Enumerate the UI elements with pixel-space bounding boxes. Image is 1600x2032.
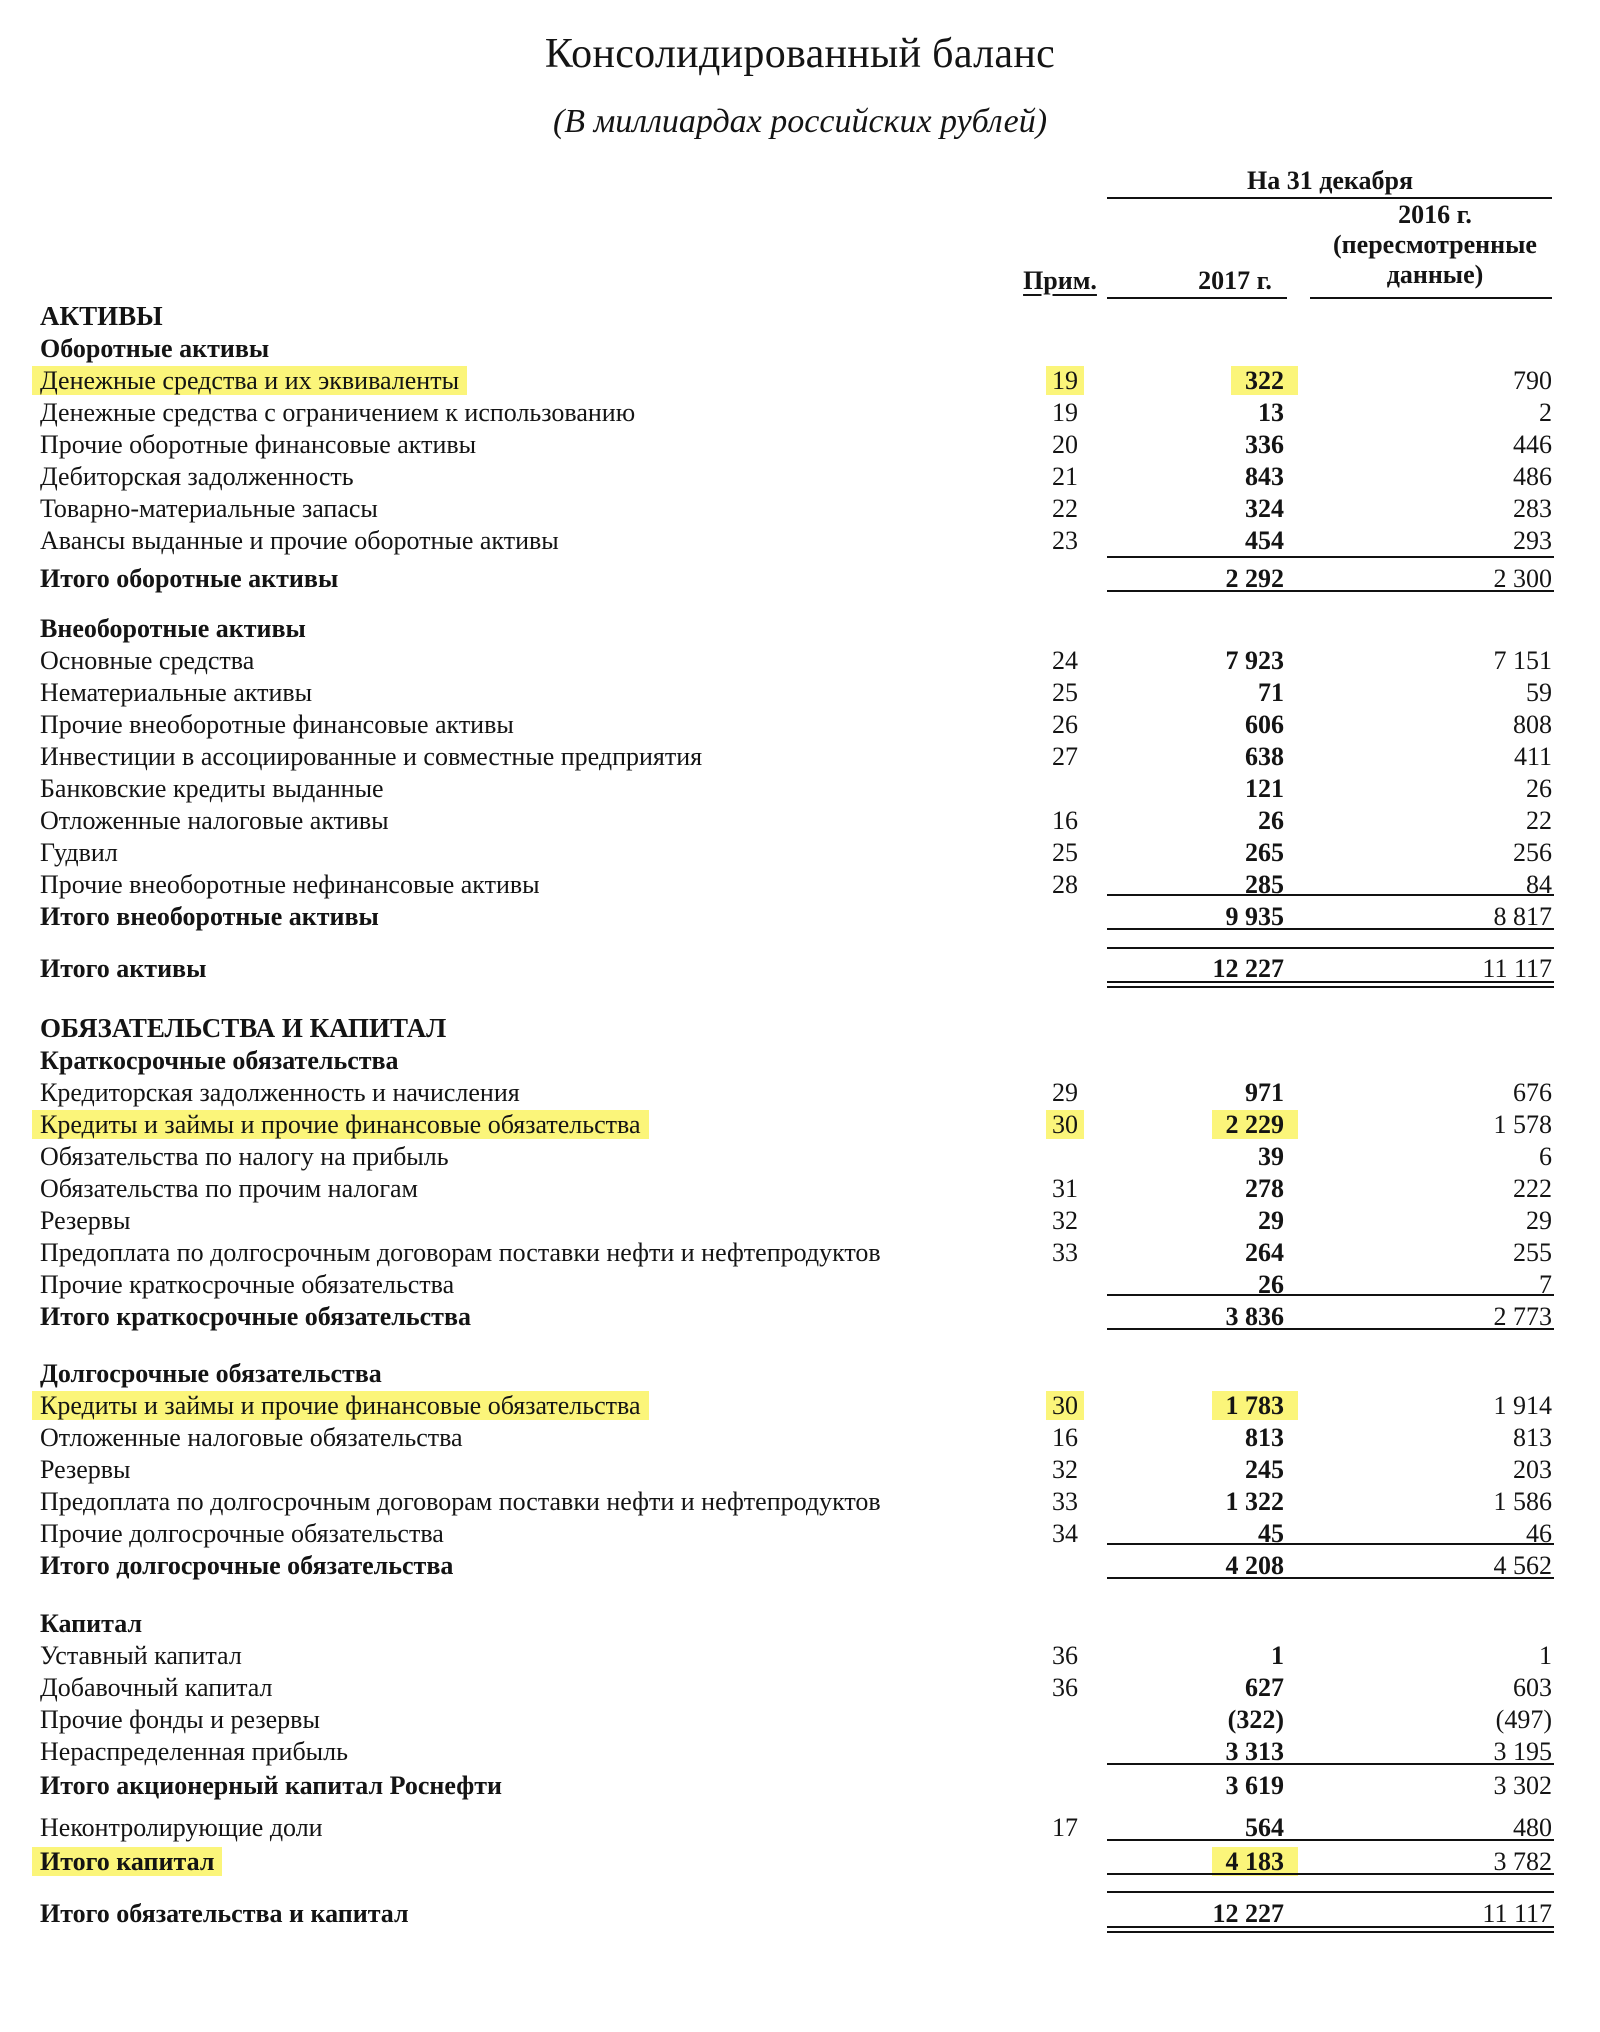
table-row bbox=[0, 709, 1600, 741]
value-2016: 203 bbox=[1513, 1455, 1552, 1484]
value-2017: 12 227 bbox=[1212, 1899, 1284, 1928]
value-2016: 1 bbox=[1539, 1641, 1552, 1670]
header-date: На 31 декабря bbox=[1246, 166, 1414, 195]
value-2017: 638 bbox=[1245, 742, 1284, 771]
total-rule-below bbox=[1107, 590, 1554, 592]
table-row bbox=[0, 1422, 1600, 1454]
header-year-2016 bbox=[1310, 200, 1560, 290]
row-label: Оборотные активы bbox=[40, 334, 270, 363]
value-2017: 7 923 bbox=[1225, 646, 1284, 675]
table-row bbox=[0, 1672, 1600, 1704]
value-2016: (497) bbox=[1495, 1705, 1552, 1734]
row-label: Неконтролирующие доли bbox=[40, 1813, 323, 1842]
total-rule-above bbox=[1107, 1891, 1554, 1893]
value-2017: 9 935 bbox=[1225, 902, 1284, 931]
row-label: АКТИВЫ bbox=[40, 301, 163, 331]
total-rule-below bbox=[1107, 1873, 1554, 1875]
value-2017: 264 bbox=[1245, 1238, 1284, 1267]
row-label: Товарно-материальные запасы bbox=[40, 494, 378, 523]
row-label: Кредиты и займы и прочие финансовые обязательства bbox=[40, 1109, 649, 1141]
row-label: Резервы bbox=[40, 1455, 131, 1484]
value-2016: 790 bbox=[1513, 366, 1552, 395]
table-row bbox=[0, 1141, 1600, 1173]
subsection-row bbox=[0, 613, 1600, 645]
value-2016: 480 bbox=[1513, 1813, 1552, 1842]
value-2017: 336 bbox=[1245, 430, 1284, 459]
total-rule-above bbox=[1107, 1839, 1554, 1841]
value-2016: 2 300 bbox=[1493, 564, 1552, 593]
row-label: Предоплата по долгосрочным договорам поставки нефти и нефтепродуктов bbox=[40, 1238, 881, 1267]
row-note: 33 bbox=[1052, 1238, 1078, 1267]
table-row bbox=[0, 493, 1600, 525]
value-2017: 12 227 bbox=[1212, 954, 1284, 983]
value-2016: 256 bbox=[1513, 838, 1552, 867]
value-2016: 411 bbox=[1513, 742, 1552, 771]
value-2016: 26 bbox=[1526, 774, 1552, 803]
row-label: Прочие внеоборотные финансовые активы bbox=[40, 710, 514, 739]
table-row bbox=[0, 1704, 1600, 1736]
row-label: Краткосрочные обязательства bbox=[40, 1046, 399, 1075]
header-year-2016-line3: данные) bbox=[1386, 260, 1484, 289]
table-row bbox=[0, 1390, 1600, 1422]
row-label: Банковские кредиты выданные bbox=[40, 774, 384, 803]
row-note: 27 bbox=[1052, 742, 1078, 771]
value-2017: 3 313 bbox=[1225, 1737, 1284, 1766]
row-note: 19 bbox=[1052, 398, 1078, 427]
row-label: Кредиторская задолженность и начисления bbox=[40, 1078, 520, 1107]
table-row bbox=[0, 1205, 1600, 1237]
row-note: 17 bbox=[1052, 1813, 1078, 1842]
row-note: 26 bbox=[1052, 710, 1078, 739]
total-rule-above bbox=[1107, 1543, 1554, 1545]
value-2017: 26 bbox=[1258, 1270, 1284, 1299]
row-label: Инвестиции в ассоциированные и совместные предприятия bbox=[40, 742, 703, 771]
total-rule-above bbox=[1107, 894, 1554, 896]
subsection-row bbox=[0, 1358, 1600, 1390]
value-2017: 606 bbox=[1245, 710, 1284, 739]
row-label: Резервы bbox=[40, 1206, 131, 1235]
table-row bbox=[0, 365, 1600, 397]
value-2017: 1 bbox=[1271, 1641, 1284, 1670]
value-2016: 6 bbox=[1539, 1142, 1552, 1171]
value-2017: 39 bbox=[1258, 1142, 1284, 1171]
row-label: Отложенные налоговые активы bbox=[40, 806, 389, 835]
row-label: Прочие краткосрочные обязательства bbox=[40, 1270, 455, 1299]
table-row bbox=[0, 429, 1600, 461]
value-2017: 71 bbox=[1258, 678, 1284, 707]
header-year-2016-line2: (пересмотренные bbox=[1333, 230, 1537, 259]
value-2017: 813 bbox=[1245, 1423, 1284, 1452]
row-note: 16 bbox=[1052, 806, 1078, 835]
row-note: 24 bbox=[1052, 646, 1078, 675]
table-row bbox=[0, 1640, 1600, 1672]
value-2017: 285 bbox=[1245, 870, 1284, 899]
subsection-row bbox=[0, 333, 1600, 365]
value-2017: 324 bbox=[1245, 494, 1284, 523]
value-2016: 1 914 bbox=[1493, 1391, 1552, 1420]
value-2017: 564 bbox=[1245, 1813, 1284, 1842]
row-label: Денежные средства с ограничением к использованию bbox=[40, 398, 636, 427]
value-2016: 808 bbox=[1513, 710, 1552, 739]
row-label: Итого внеоборотные активы bbox=[40, 902, 379, 931]
row-label: Предоплата по долгосрочным договорам поставки нефти и нефтепродуктов bbox=[40, 1487, 881, 1516]
table-row bbox=[0, 1486, 1600, 1518]
value-2017: 2 292 bbox=[1225, 564, 1284, 593]
table-row bbox=[0, 805, 1600, 837]
total-rule-above bbox=[1107, 1763, 1554, 1765]
value-2016: 59 bbox=[1526, 678, 1552, 707]
row-label: Добавочный капитал bbox=[40, 1673, 273, 1702]
value-2016: 2 773 bbox=[1493, 1302, 1552, 1331]
value-2017: 454 bbox=[1245, 526, 1284, 555]
value-2017: 1 322 bbox=[1225, 1487, 1284, 1516]
value-2017: 45 bbox=[1258, 1519, 1284, 1548]
row-note: 29 bbox=[1052, 1078, 1078, 1107]
row-label: Обязательства по налогу на прибыль bbox=[40, 1142, 449, 1171]
row-label: Итого акционерный капитал Роснефти bbox=[40, 1771, 502, 1800]
header-year-2016-rule bbox=[1310, 297, 1552, 299]
total-rule-below bbox=[1107, 928, 1554, 930]
value-2016: 8 817 bbox=[1493, 902, 1552, 931]
row-label: Долгосрочные обязательства bbox=[40, 1359, 382, 1388]
value-2016: 283 bbox=[1513, 494, 1552, 523]
value-2017: 3 619 bbox=[1225, 1771, 1284, 1800]
row-label: Отложенные налоговые обязательства bbox=[40, 1423, 463, 1452]
value-2016: 676 bbox=[1513, 1078, 1552, 1107]
total-rule-above bbox=[1107, 947, 1554, 949]
row-note: 23 bbox=[1052, 526, 1078, 555]
row-note: 32 bbox=[1052, 1206, 1078, 1235]
value-2016: 7 151 bbox=[1493, 646, 1552, 675]
row-label: Кредиты и займы и прочие финансовые обязательства bbox=[40, 1390, 649, 1422]
table-row bbox=[0, 773, 1600, 805]
row-label: Прочие внеоборотные нефинансовые активы bbox=[40, 870, 540, 899]
value-2017: 265 bbox=[1245, 838, 1284, 867]
table-row bbox=[0, 525, 1600, 557]
value-2016: 486 bbox=[1513, 462, 1552, 491]
table-row bbox=[0, 677, 1600, 709]
row-note: 36 bbox=[1052, 1641, 1078, 1670]
value-2016: 603 bbox=[1513, 1673, 1552, 1702]
row-label: Прочие фонды и резервы bbox=[40, 1705, 320, 1734]
row-label: Денежные средства и их эквиваленты bbox=[40, 365, 467, 397]
row-label: Прочие долгосрочные обязательства bbox=[40, 1519, 444, 1548]
subsection-row bbox=[0, 1608, 1600, 1640]
total-rule-below bbox=[1107, 1328, 1554, 1330]
value-2016: 1 586 bbox=[1493, 1487, 1552, 1516]
table-row bbox=[0, 741, 1600, 773]
row-label: Итого долгосрочные обязательства bbox=[40, 1551, 454, 1580]
value-2016: 3 782 bbox=[1493, 1847, 1552, 1876]
value-2016: 446 bbox=[1513, 430, 1552, 459]
row-label: Итого активы bbox=[40, 954, 207, 983]
header-year-2016-line1: 2016 г. bbox=[1398, 200, 1472, 229]
row-label: Авансы выданные и прочие оборотные активы bbox=[40, 526, 559, 555]
value-2016: 46 bbox=[1526, 1519, 1552, 1548]
row-note: 22 bbox=[1052, 494, 1078, 523]
row-note: 31 bbox=[1052, 1174, 1078, 1203]
row-label: ОБЯЗАТЕЛЬСТВА И КАПИТАЛ bbox=[40, 1013, 447, 1043]
table-row bbox=[0, 397, 1600, 429]
row-label: Итого оборотные активы bbox=[40, 564, 339, 593]
table-row bbox=[0, 645, 1600, 677]
value-2017: 4 208 bbox=[1225, 1551, 1284, 1580]
row-note: 16 bbox=[1052, 1423, 1078, 1452]
table-row bbox=[0, 1077, 1600, 1109]
value-2017: 1 783 bbox=[1212, 1390, 1285, 1422]
value-2016: 3 195 bbox=[1493, 1737, 1552, 1766]
row-label: Основные средства bbox=[40, 646, 255, 675]
value-2016: 11 117 bbox=[1482, 1899, 1552, 1928]
header-year-2017-rule bbox=[1107, 297, 1287, 299]
total-rule-above bbox=[1107, 1294, 1554, 1296]
row-note: 30 bbox=[1030, 1109, 1100, 1141]
value-2016: 222 bbox=[1513, 1174, 1552, 1203]
row-label: Дебиторская задолженность bbox=[40, 462, 354, 491]
value-2017: 4 183 bbox=[1212, 1846, 1285, 1878]
value-2016: 11 117 bbox=[1482, 954, 1552, 983]
value-2016: 2 bbox=[1539, 398, 1552, 427]
header-year-2017: 2017 г. bbox=[1198, 266, 1272, 295]
row-note: 25 bbox=[1052, 678, 1078, 707]
value-2017: (322) bbox=[1227, 1705, 1284, 1734]
row-note: 21 bbox=[1052, 462, 1078, 491]
table-row bbox=[0, 1518, 1600, 1550]
page-title: Консолидированный баланс bbox=[544, 31, 1056, 77]
row-note: 30 bbox=[1030, 1390, 1100, 1422]
row-note: 32 bbox=[1052, 1455, 1078, 1484]
total-rule-above bbox=[1107, 556, 1554, 558]
table-row bbox=[0, 837, 1600, 869]
value-2017: 971 bbox=[1245, 1078, 1284, 1107]
row-note: 19 bbox=[1030, 365, 1100, 397]
row-note: 34 bbox=[1052, 1519, 1078, 1548]
row-label: Итого обязательства и капитал bbox=[40, 1899, 409, 1928]
table-row bbox=[0, 1109, 1600, 1141]
value-2017: 278 bbox=[1245, 1174, 1284, 1203]
value-2017: 3 836 bbox=[1225, 1302, 1284, 1331]
row-note: 33 bbox=[1052, 1487, 1078, 1516]
table-row bbox=[0, 1269, 1600, 1301]
value-2017: 26 bbox=[1258, 806, 1284, 835]
table-row bbox=[0, 1454, 1600, 1486]
value-2016: 7 bbox=[1539, 1270, 1552, 1299]
table-row bbox=[0, 869, 1600, 901]
page-subtitle: (В миллиардах российских рублей) bbox=[552, 103, 1048, 140]
double-rule-below bbox=[1107, 981, 1554, 988]
row-label: Гудвил bbox=[40, 838, 118, 867]
header-note-column: Прим. bbox=[1023, 266, 1097, 295]
row-label: Уставный капитал bbox=[40, 1641, 242, 1670]
value-2016: 255 bbox=[1513, 1238, 1552, 1267]
value-2017: 13 bbox=[1258, 398, 1284, 427]
row-label: Нераспределенная прибыль bbox=[40, 1737, 348, 1766]
row-label: Итого капитал bbox=[40, 1846, 222, 1878]
value-2016: 84 bbox=[1526, 870, 1552, 899]
row-note: 28 bbox=[1052, 870, 1078, 899]
value-2017: 2 229 bbox=[1212, 1109, 1285, 1141]
section-row bbox=[0, 1012, 1600, 1044]
row-label: Внеоборотные активы bbox=[40, 614, 306, 643]
row-note: 36 bbox=[1052, 1673, 1078, 1702]
value-2016: 293 bbox=[1513, 526, 1552, 555]
subsection-row bbox=[0, 1045, 1600, 1077]
value-2016: 1 578 bbox=[1493, 1110, 1552, 1139]
value-2017: 843 bbox=[1245, 462, 1284, 491]
value-2017: 245 bbox=[1245, 1455, 1284, 1484]
row-label: Обязательства по прочим налогам bbox=[40, 1174, 418, 1203]
table-row bbox=[0, 1237, 1600, 1269]
row-note: 25 bbox=[1052, 838, 1078, 867]
section-row bbox=[0, 300, 1600, 332]
header-date-rule bbox=[1107, 197, 1552, 199]
table-row bbox=[0, 461, 1600, 493]
value-2016: 22 bbox=[1526, 806, 1552, 835]
row-note: 20 bbox=[1052, 430, 1078, 459]
total-row bbox=[0, 1770, 1600, 1802]
row-label: Нематериальные активы bbox=[40, 678, 313, 707]
value-2017: 322 bbox=[1231, 365, 1284, 397]
row-label: Капитал bbox=[40, 1609, 143, 1638]
value-2016: 3 302 bbox=[1493, 1771, 1552, 1800]
value-2016: 813 bbox=[1513, 1423, 1552, 1452]
total-rule-below bbox=[1107, 1577, 1554, 1579]
double-rule-below bbox=[1107, 1926, 1554, 1933]
value-2017: 627 bbox=[1245, 1673, 1284, 1702]
row-label: Итого краткосрочные обязательства bbox=[40, 1302, 471, 1331]
row-label: Прочие оборотные финансовые активы bbox=[40, 430, 477, 459]
value-2017: 121 bbox=[1245, 774, 1284, 803]
value-2016: 29 bbox=[1526, 1206, 1552, 1235]
table-row bbox=[0, 1173, 1600, 1205]
value-2017: 29 bbox=[1258, 1206, 1284, 1235]
value-2016: 4 562 bbox=[1493, 1551, 1552, 1580]
